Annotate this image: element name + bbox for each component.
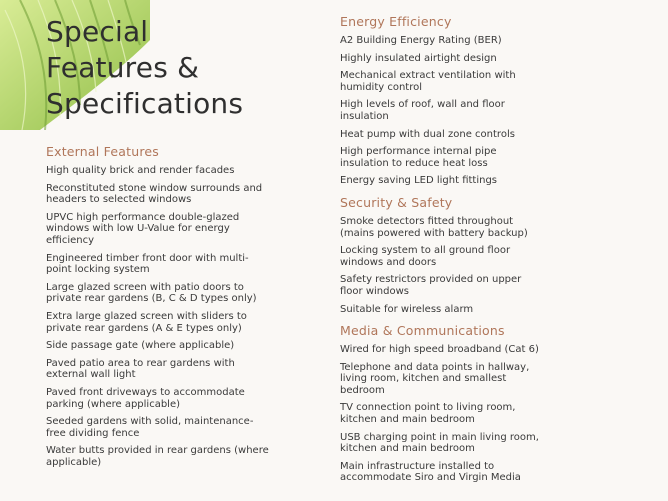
feature-item: Seeded gardens with solid, maintenance-free dividing fence — [46, 416, 254, 439]
right-column — [340, 14, 540, 492]
feature-item: Large glazed screen with patio doors to private rear gardens (B, C & D types only) — [46, 281, 257, 305]
feature-section — [340, 195, 540, 315]
feature-item: High performance internal pipe insulation to reduce heat loss — [340, 146, 497, 169]
feature-section — [46, 144, 271, 468]
feature-item: Suitable for wireless alarm — [340, 303, 474, 315]
title-line: Specifications — [46, 87, 244, 120]
feature-item: Telephone and data points in hallway, living room, kitchen and smallest bedroom — [340, 361, 530, 396]
feature-item: A2 Building Energy Rating (BER) — [340, 35, 502, 46]
page-title — [46, 14, 243, 122]
feature-item: USB charging point in main living room, kitchen and main bedroom — [340, 431, 539, 455]
feature-section — [340, 14, 540, 187]
feature-item: Side passage gate (where applicable) — [46, 340, 235, 352]
feature-item: UPVC high performance double-glazed windows with low U-Value for energy efficiency — [46, 211, 240, 246]
feature-item: High levels of roof, wall and floor insulation — [340, 99, 505, 122]
feature-item: Paved front driveways to accommodate parking (where applicable) — [46, 386, 245, 410]
feature-item: Highly insulated airtight design — [340, 52, 497, 64]
feature-item: Heat pump with dual zone controls — [340, 128, 515, 140]
feature-item: Main infrastructure installed to accommodate Siro and Virgin Media — [340, 460, 521, 484]
section-heading: Security & Safety — [340, 194, 453, 210]
title-line: Features & — [46, 51, 200, 84]
feature-item: Locking system to all ground floor windows and doors — [340, 245, 511, 268]
feature-item: Paved patio area to rear gardens with external wall light — [46, 357, 235, 381]
section-heading: Energy Efficiency — [340, 14, 452, 29]
feature-item: Energy saving LED light fittings — [340, 175, 498, 187]
feature-item: Safety restrictors provided on upper floor windows — [340, 274, 522, 297]
feature-item: Wired for high speed broadband (Cat 6) — [340, 344, 539, 356]
feature-item: High quality brick and render facades — [46, 165, 235, 176]
section-heading: External Features — [46, 144, 159, 159]
feature-item: TV connection point to living room, kitchen and main bedroom — [340, 402, 516, 426]
feature-item: Extra large glazed screen with sliders to private rear gardens (A & E types only) — [46, 310, 247, 334]
feature-item: Reconstituted stone window surrounds and headers to selected windows — [46, 182, 263, 206]
feature-item: Water butts provided in rear gardens (where applicable) — [46, 445, 269, 468]
left-column — [46, 144, 271, 476]
feature-item: Smoke detectors fitted throughout (mains powered with battery backup) — [340, 215, 528, 239]
feature-section — [340, 323, 540, 484]
feature-item: Engineered timber front door with multi-point locking system — [46, 252, 249, 276]
title-line: Special — [46, 15, 149, 48]
feature-item: Mechanical extract ventilation with humidity control — [340, 70, 516, 93]
section-heading: Media & Communications — [340, 323, 505, 339]
